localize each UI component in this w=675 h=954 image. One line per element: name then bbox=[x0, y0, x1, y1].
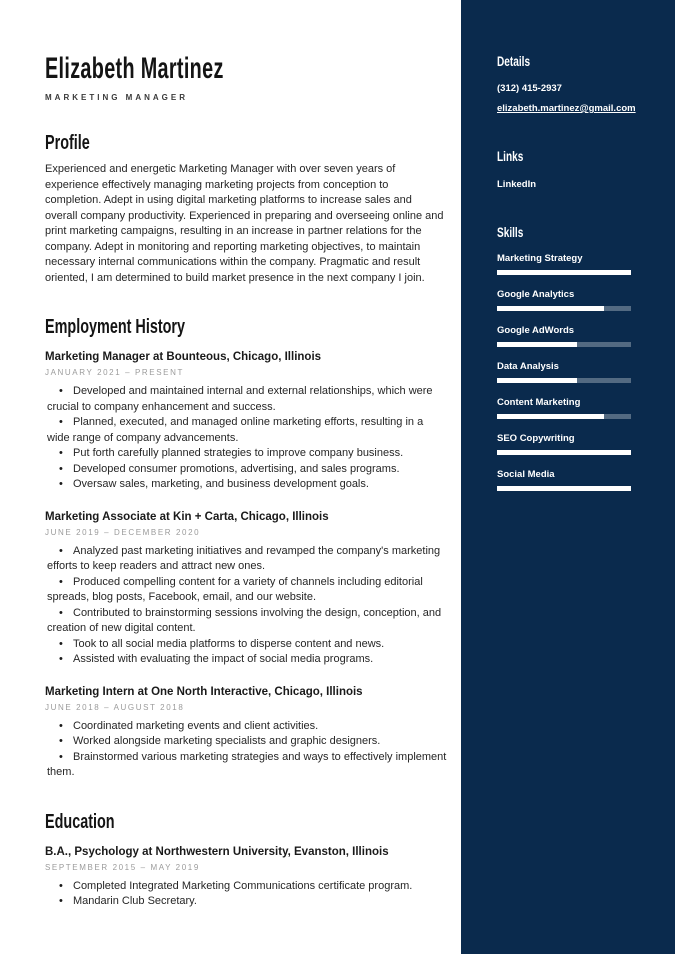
job-bullet: • Contributed to brainstorming sessions involving the design, conception, and creation of new digital content. bbox=[47, 606, 447, 637]
skill-bar-track bbox=[497, 378, 631, 383]
job-entry bbox=[45, 350, 447, 493]
profile-text: Experienced and energetic Marketing Manager with over seven years of experience effectively managing marketing projects from conception to completion. Adept in using digital marketing platforms to increase sales and overall company productivity. Experienced in preparing and overseeing online and print marketing campaigns, resulting in an increase in partner relations for the company. Adept in monitoring and reporting marketing objectives, to maintain necessary internal communications within the company. Pragmatic and result oriented, I am determined to build market presence in the next company I join. bbox=[45, 163, 444, 284]
candidate-job-title: MARKETING MANAGER bbox=[45, 93, 188, 102]
details-heading-text: Details bbox=[497, 53, 531, 69]
job-bullet: • Planned, executed, and managed online marketing efforts, resulting in a wide range of company advancements. bbox=[47, 415, 447, 446]
profile-section bbox=[45, 131, 447, 286]
skills-list bbox=[497, 253, 631, 491]
candidate-name bbox=[45, 52, 447, 86]
job-bullet: • Oversaw sales, marketing, and business development goals. bbox=[47, 477, 447, 493]
job-period: JANUARY 2021 – PRESENT bbox=[45, 368, 184, 377]
education-bullet: • Completed Integrated Marketing Communications certificate program. bbox=[47, 879, 447, 895]
links-heading bbox=[497, 147, 631, 165]
skill-bar-fill bbox=[497, 486, 631, 491]
job-bullet: • Took to all social media platforms to disperse content and news. bbox=[47, 637, 447, 653]
job-bullet: • Developed and maintained internal and external relationships, which were crucial to company enhancement and success. bbox=[47, 384, 447, 415]
profile-heading bbox=[45, 131, 447, 155]
education-list bbox=[45, 845, 447, 910]
education-section bbox=[45, 810, 447, 910]
skill-bar-track bbox=[497, 450, 631, 455]
skill-bar-fill bbox=[497, 378, 577, 383]
job-list bbox=[45, 350, 447, 781]
skill-label: Data Analysis bbox=[497, 361, 559, 372]
candidate-name-text: Elizabeth Martinez bbox=[45, 52, 224, 85]
skill-bar-fill bbox=[497, 270, 631, 275]
job-bullet: • Coordinated marketing events and client activities. bbox=[47, 719, 447, 735]
skill-label: Content Marketing bbox=[497, 397, 581, 408]
skill-item bbox=[497, 397, 631, 419]
education-heading bbox=[45, 810, 447, 834]
skill-bar-track bbox=[497, 306, 631, 311]
job-bullet: • Brainstormed various marketing strategies and ways to effectively implement them. bbox=[47, 750, 447, 781]
skill-label: SEO Copywriting bbox=[497, 433, 575, 444]
skill-bar-fill bbox=[497, 306, 604, 311]
profile-heading-text: Profile bbox=[45, 132, 90, 154]
skill-item bbox=[497, 433, 631, 455]
skill-item bbox=[497, 469, 631, 491]
links-list bbox=[497, 174, 631, 194]
job-bullets bbox=[45, 384, 447, 493]
job-entry bbox=[45, 510, 447, 668]
skill-bar-track bbox=[497, 414, 631, 419]
job-bullet: • Produced compelling content for a variety of channels including editorial spreads, blog posts, Facebook, email, and our website. bbox=[47, 575, 447, 606]
skill-item bbox=[497, 361, 631, 383]
phone-number: (312) 415-2937 bbox=[497, 83, 562, 94]
job-bullet: • Developed consumer promotions, advertising, and sales programs. bbox=[47, 462, 447, 478]
job-period: JUNE 2019 – DECEMBER 2020 bbox=[45, 527, 201, 537]
employment-section bbox=[45, 315, 447, 781]
job-title: Marketing Manager at Bounteous, Chicago, Illinois bbox=[45, 351, 322, 363]
education-heading-text: Education bbox=[45, 810, 115, 833]
employment-heading-text: Employment History bbox=[45, 316, 186, 338]
skills-heading bbox=[497, 223, 631, 241]
details-heading bbox=[497, 52, 631, 70]
links-heading-text: Links bbox=[497, 148, 524, 164]
details-section bbox=[497, 52, 636, 118]
skill-bar-track bbox=[497, 486, 631, 491]
job-title: Marketing Associate at Kin + Carta, Chicago, Illinois bbox=[45, 510, 329, 523]
skill-item bbox=[497, 325, 631, 347]
skill-bar-fill bbox=[497, 450, 631, 455]
job-bullets bbox=[45, 544, 447, 668]
job-bullet: • Worked alongside marketing specialists and graphic designers. bbox=[47, 734, 447, 750]
skill-label: Social Media bbox=[497, 469, 555, 480]
skill-bar-track bbox=[497, 342, 631, 347]
skill-label: Google Analytics bbox=[497, 289, 575, 300]
job-bullet: • Assisted with evaluating the impact of social media programs. bbox=[47, 652, 447, 668]
sidebar bbox=[461, 0, 675, 954]
skill-label: Google AdWords bbox=[497, 325, 575, 336]
employment-heading bbox=[45, 315, 447, 339]
job-bullet: • Analyzed past marketing initiatives and revamped the company's marketing efforts to keep readers and attract new ones. bbox=[47, 544, 447, 575]
job-bullet: • Put forth carefully planned strategies to improve company business. bbox=[47, 446, 447, 462]
education-period: SEPTEMBER 2015 – MAY 2019 bbox=[45, 862, 200, 872]
education-entry bbox=[45, 845, 447, 910]
skill-bar-fill bbox=[497, 342, 577, 347]
skill-bar-track bbox=[497, 270, 631, 275]
skill-item bbox=[497, 289, 631, 311]
skill-item bbox=[497, 253, 631, 275]
education-title: B.A., Psychology at Northwestern University, Evanston, Illinois bbox=[45, 845, 389, 858]
email-link[interactable]: elizabeth.martinez@gmail.com bbox=[497, 103, 636, 114]
job-bullets bbox=[45, 719, 447, 781]
job-period: JUNE 2018 – AUGUST 2018 bbox=[45, 702, 185, 712]
resume-header bbox=[45, 52, 447, 102]
skills-section bbox=[497, 223, 631, 491]
education-bullet: • Mandarin Club Secretary. bbox=[47, 894, 447, 910]
skill-label: Marketing Strategy bbox=[497, 253, 583, 264]
skills-heading-text: Skills bbox=[497, 224, 524, 240]
skill-bar-fill bbox=[497, 414, 604, 419]
job-title: Marketing Intern at One North Interactive, Chicago, Illinois bbox=[45, 685, 363, 698]
links-section bbox=[497, 147, 631, 194]
external-link[interactable]: LinkedIn bbox=[497, 179, 537, 190]
job-entry bbox=[45, 685, 447, 781]
education-bullets bbox=[45, 879, 447, 910]
